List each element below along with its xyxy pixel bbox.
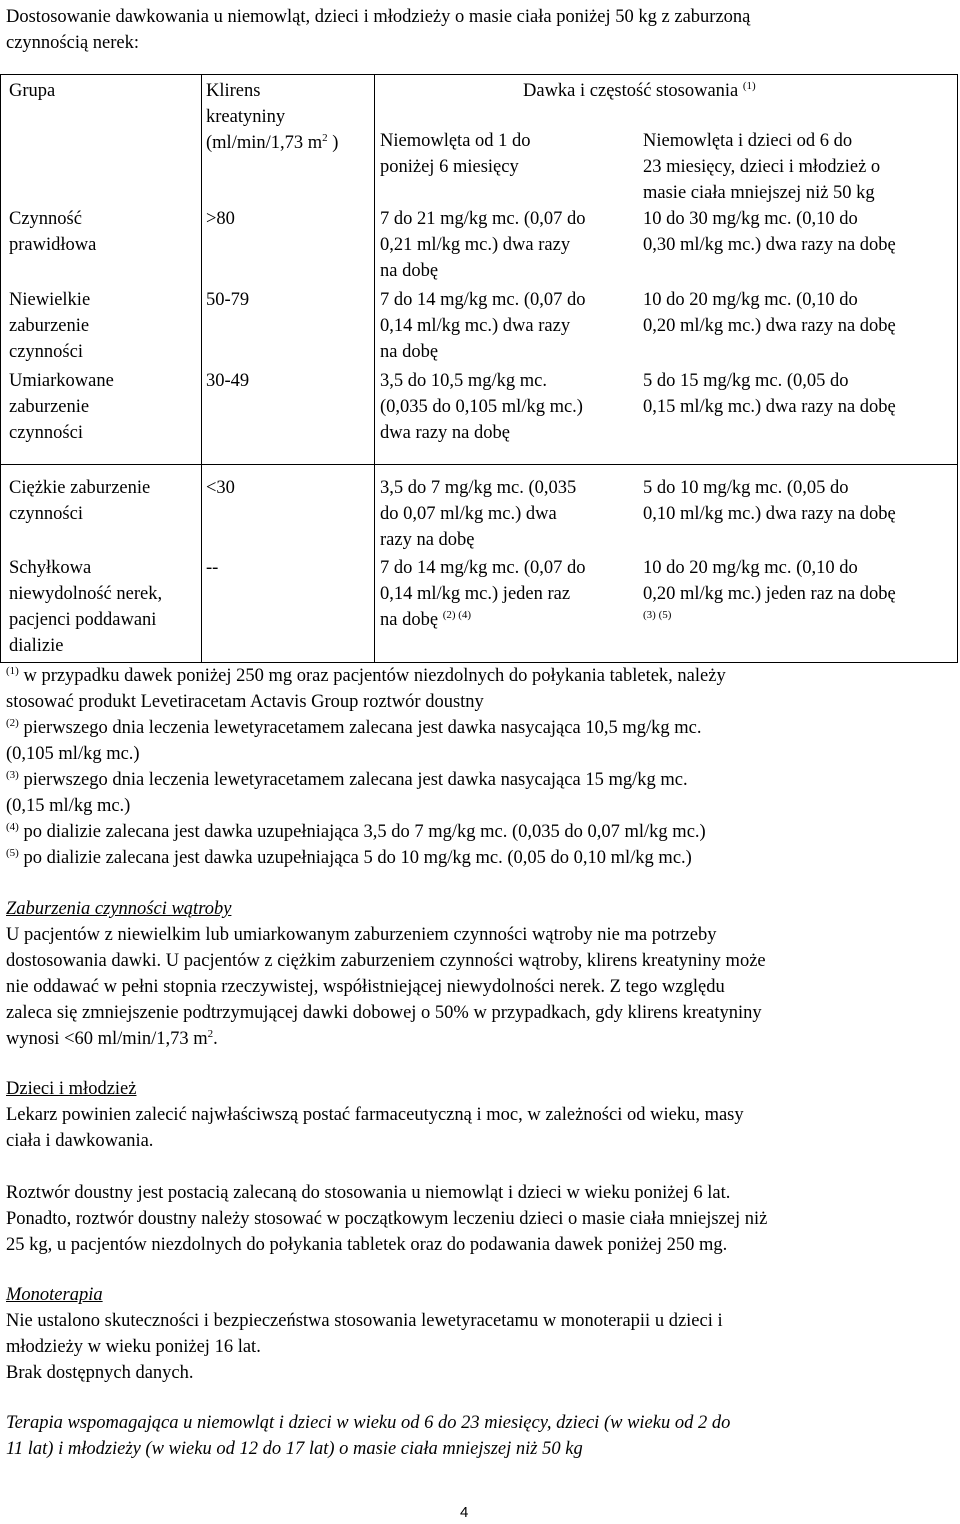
header-clearance-line: kreatyniny [206,107,286,127]
table-row-infants [380,555,586,633]
group-line: czynności [9,423,83,443]
dose-line: (0,035 do 0,105 ml/kg mc.) [380,397,583,417]
header-infants-line: Niemowlęta od 1 do [380,131,531,151]
section-heading: Dzieci i młodzież [6,1079,137,1099]
body-line: ciała i dawkowania. [6,1131,154,1151]
header-dose-title-sup: (1) [742,79,756,92]
children-section [6,1076,744,1154]
header-clearance-unit: (ml/min/1,73 m [206,133,323,153]
dose-line: na dobę [380,261,439,281]
section-heading: 11 lat) i młodzieży (w wieku od 12 do 17 lat) o masie ciała mniejszej niż 50 kg [6,1439,583,1459]
body-line [6,1026,766,1052]
table-row-group [9,555,162,659]
body-sup: 2 [207,1027,214,1040]
table-row-group [9,475,150,527]
table-row-children [643,555,896,633]
group-line: Niewielkie [9,290,91,310]
body-text: wynosi <60 ml/min/1,73 m [6,1029,208,1049]
adjunct-section [6,1410,730,1462]
footnote-mark: (4) [6,820,19,833]
group-line: zaburzenie [9,397,90,417]
dose-line: dwa razy na dobę [380,423,510,443]
group-line: czynności [9,504,83,524]
header-clearance-line [206,130,338,156]
footnote-ref: (2) (4) [442,608,472,621]
group-line: prawidłowa [9,235,97,255]
table-row-infants [380,475,576,553]
dose-line: 0,20 ml/kg mc.) jeden raz na dobę [643,584,896,604]
dose-line: do 0,07 ml/kg mc.) dwa [380,504,557,524]
section-heading: Zaburzenia czynności wątroby [6,899,232,919]
table-left-border [0,74,1,663]
body-line: Lekarz powinien zalecić najwłaściwszą postać farmaceutyczną i moc, w zależności od wieku, masy [6,1105,744,1125]
table-col-divider [201,74,202,663]
footnote-text: pierwszego dnia leczenia lewetyracetamem zalecana jest dawka nasycająca 10,5 mg/kg mc. [23,718,702,738]
body-line: dostosowania dawki. U pacjentów z ciężkim zaburzeniem czynności wątroby, klirens kreatyniny może [6,951,766,971]
dose-line: 10 do 20 mg/kg mc. (0,10 do [643,558,858,578]
header-infants-line: poniżej 6 miesięcy [380,157,519,177]
body-text: . [213,1029,218,1049]
header-children-line: 23 miesięcy, dzieci i młodzież o [643,157,881,177]
dose-line: 5 do 10 mg/kg mc. (0,05 do [643,478,849,498]
body-line: młodzieży w wieku poniżej 16 lat. [6,1337,261,1357]
page-number: 4 [460,1504,469,1521]
footnotes [6,663,726,871]
header-dose-title [523,78,756,104]
footnote-ref: (3) (5) [643,608,672,621]
table-col-divider [374,74,375,663]
header-children-line: Niemowlęta i dzieci od 6 do [643,131,853,151]
dose-line [380,607,586,633]
body-line: 25 kg, u pacjentów niezdolnych do połykania tabletek oraz do podawania dawek poniżej 250 mg. [6,1235,728,1255]
table-top-border [0,74,958,75]
liver-section [6,896,766,1052]
dose-line: 7 do 14 mg/kg mc. (0,07 do [380,558,586,578]
header-children-line: masie ciała mniejszej niż 50 kg [643,183,875,203]
table-row-group [9,368,114,446]
table-row-group [9,287,90,365]
header-clearance-close: ) [327,133,339,153]
footnote-text: pierwszego dnia leczenia lewetyracetamem zalecana jest dawka nasycająca 15 mg/kg mc. [23,770,688,790]
dose-line: na dobę [380,342,439,362]
footnote-text: po dializie zalecana jest dawka uzupełniająca 5 do 10 mg/kg mc. (0,05 do 0,10 ml/kg mc.) [23,848,692,868]
dose-line: 0,10 ml/kg mc.) dwa razy na dobę [643,504,896,524]
group-line: czynności [9,342,83,362]
group-line: Schyłkowa [9,558,92,578]
table-row-infants [380,287,586,365]
header-clearance-line: Klirens [206,81,261,101]
dose-line: 0,20 ml/kg mc.) dwa razy na dobę [643,316,896,336]
body-line: Brak dostępnych danych. [6,1363,194,1383]
intro-text [6,4,750,56]
footnote [6,715,726,741]
footnote-text: stosować produkt Levetiracetam Actavis Group roztwór doustny [6,692,484,712]
footnote-text: (0,15 ml/kg mc.) [6,796,131,816]
header-clearance [206,78,338,156]
header-children [643,128,880,206]
table-row-infants [380,368,583,446]
section-heading: Terapia wspomagająca u niemowląt i dzieci w wieku od 6 do 23 miesięcy, dzieci (w wieku od 2 do [6,1413,731,1433]
body-line: Roztwór doustny jest postacią zalecaną do stosowania u niemowląt i dzieci w wieku poniżej 6 lat. [6,1183,731,1203]
group-line: Umiarkowane [9,371,114,391]
group-line: zaburzenie [9,316,90,336]
dose-line: 0,30 ml/kg mc.) dwa razy na dobę [643,235,896,255]
dose-line: 7 do 14 mg/kg mc. (0,07 do [380,290,586,310]
dose-line: 7 do 21 mg/kg mc. (0,07 do [380,209,586,229]
footnote [6,767,726,793]
footnote [6,845,726,871]
header-dose-title-text: Dawka i częstość stosowania [523,81,739,101]
table-row-clearance: -- [206,558,219,578]
section-heading: Monoterapia [6,1285,103,1305]
mono-section [6,1282,723,1386]
dose-line: 0,14 ml/kg mc.) jeden raz [380,584,571,604]
intro-line: czynnością nerek: [6,33,140,53]
group-line: pacjenci poddawani [9,610,157,630]
children-para2 [6,1180,767,1258]
dose-line: 5 do 15 mg/kg mc. (0,05 do [643,371,849,391]
body-line: Nie ustalono skuteczności i bezpieczeństwa stosowania lewetyracetamu w monoterapii u dzieci i [6,1311,723,1331]
dose-line: 3,5 do 10,5 mg/kg mc. [380,371,548,391]
table-row-children [643,368,896,420]
footnote-mark: (3) [6,768,19,781]
body-line: Ponadto, roztwór doustny należy stosować w początkowym leczeniu dzieci o masie ciała mniejszej niż [6,1209,768,1229]
table-row-divider [0,464,958,465]
footnote [6,663,726,689]
group-line: Czynność [9,209,82,229]
group-line: dializie [9,636,64,656]
footnote [6,819,726,845]
table-row-clearance: 50-79 [206,290,250,310]
dose-text: na dobę [380,610,439,630]
footnote-mark: (2) [6,716,19,729]
dose-line: 10 do 30 mg/kg mc. (0,10 do [643,209,858,229]
footnote-mark: (5) [6,846,19,859]
table-row-children [643,206,896,258]
table-row-children [643,287,896,339]
table-row-clearance: <30 [206,478,235,498]
footnote-mark: (1) [6,664,19,677]
footnote-text: w przypadku dawek poniżej 250 mg oraz pacjentów niezdolnych do połykania tabletek, należy [23,666,726,686]
table-right-border [957,74,958,663]
dose-line: 0,21 ml/kg mc.) dwa razy [380,235,571,255]
dose-line: 3,5 do 7 mg/kg mc. (0,035 [380,478,577,498]
table-row-group [9,206,96,258]
dose-line: 0,14 ml/kg mc.) dwa razy [380,316,571,336]
table-row-children [643,475,896,527]
dose-line: razy na dobę [380,530,475,550]
footnote-text: (0,105 ml/kg mc.) [6,744,140,764]
group-line: Ciężkie zaburzenie [9,478,151,498]
dose-line [643,607,896,633]
body-line: zaleca się zmniejszenie podtrzymującej dawki dobowej o 50% w przypadkach, gdy klirens kreatyniny [6,1003,762,1023]
table-row-infants [380,206,586,284]
table-row-clearance: >80 [206,209,235,229]
group-line: niewydolność nerek, [9,584,163,604]
dose-line: 10 do 20 mg/kg mc. (0,10 do [643,290,858,310]
table-row-clearance: 30-49 [206,371,250,391]
body-line: U pacjentów z niewielkim lub umiarkowanym zaburzeniem czynności wątroby nie ma potrzeby [6,925,717,945]
intro-line: Dostosowanie dawkowania u niemowląt, dzieci i młodzieży o masie ciała poniżej 50 kg z zaburzoną [6,7,751,27]
header-clearance-sup: 2 [322,131,328,144]
dose-line: 0,15 ml/kg mc.) dwa razy na dobę [643,397,896,417]
body-line: nie oddawać w pełni stopnia rzeczywistej, współistniejącej niewydolności nerek. Z tego względu [6,977,725,997]
header-infants [380,128,531,180]
header-group: Grupa [9,81,56,101]
footnote-text: po dializie zalecana jest dawka uzupełniająca 3,5 do 7 mg/kg mc. (0,035 do 0,07 ml/kg mc.) [23,822,706,842]
